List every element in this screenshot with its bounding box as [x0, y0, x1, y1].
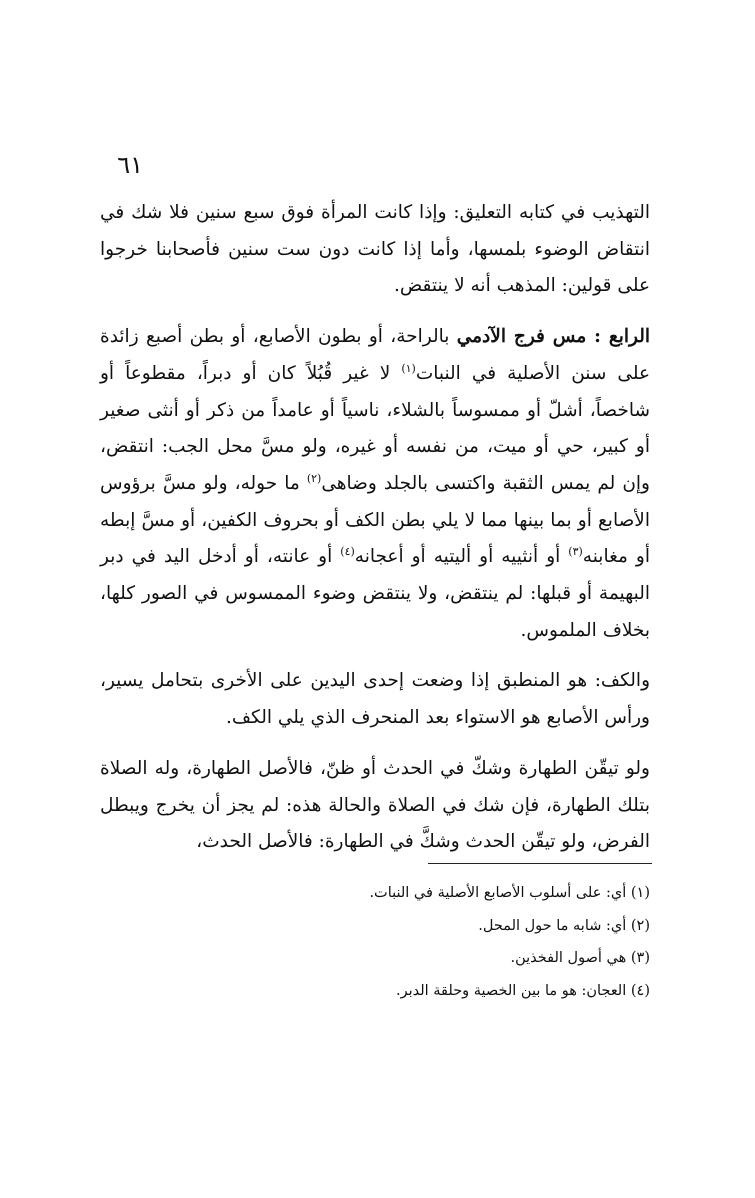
paragraph — [100, 663, 650, 736]
footnote-divider — [428, 863, 652, 864]
text-segment: أو أنثييه أو أليتيه أو أعجانه — [354, 546, 569, 568]
footnote-item: (٤) العجان: هو ما بين الخصية وحلقة الدبر. — [395, 982, 650, 999]
paragraph — [100, 195, 650, 305]
text-segment: بالراحة، أو بطون الأصابع، أو بطن أصبع زائدة على سنن الأصلية في النبات — [100, 326, 650, 384]
text-segment: لا غير قُبُلاً كان أو دبراً، مقطوعاً أو شاخصاً، أشلّ أو ممسوساً بالشلاء، ناسياً أو عامداً من ذكر أو أنثى صغير أو كبير، حي أو ميت، من نفسه أو غيره، ولو مسَّ محل الجب: انتقض، وإن لم يمس الثقبة واكتسى بالجلد وضاهى — [100, 362, 650, 494]
paragraph — [100, 751, 650, 861]
footnote-reference[interactable]: (٢) — [306, 471, 322, 485]
footnote-item: (١) أي: على أسلوب الأصابع الأصلية في النبات. — [369, 885, 650, 901]
page-number: ٦١ — [117, 151, 143, 179]
section-heading: الرابع : مس فرج الآدمي — [456, 326, 650, 348]
text-segment: والكف: هو المنطبق إذا وضعت إحدى اليدين على الأخرى بتحامل يسير، ورأس الأصابع هو الاستواء بعد المنحرف الذي يلي الكف. — [100, 670, 650, 729]
footnote-reference[interactable]: (٤) — [340, 545, 355, 559]
paragraph — [100, 319, 650, 649]
footnote-item: (٣) هي أصول الفخذين. — [510, 950, 650, 966]
footnote-item: (٢) أي: شابه ما حول المحل. — [478, 917, 650, 934]
footnote-reference[interactable]: (٣) — [568, 545, 583, 559]
text-segment: ما حوله، ولو مسَّ برؤوس الأصابع أو بما بينها مما لا يلي بطن الكف أو بحروف الكفين، أو مسَّ إبطه أو مغابنه — [100, 472, 650, 568]
text-segment: أو عانته، أو أدخل اليد في دبر البهيمة أو قبلها: لم ينتقض، ولا ينتقض وضوء الممسوس في الصور كلها، بخلاف الملموس. — [100, 546, 650, 641]
text-segment: التهذيب في كتابه التعليق: وإذا كانت المرأة فوق سبع سنين فلا شك في انتقاض الوضوء بلمسها، وأما إذا كانت دون ست سنين فأصحابنا خرجوا على قولين: المذهب أنه لا ينتقض. — [100, 202, 650, 297]
footnotes — [150, 877, 650, 1007]
footnote-reference[interactable]: (١) — [401, 361, 416, 375]
main-text — [100, 195, 650, 875]
text-segment: ولو تيقّن الطهارة وشكّ في الحدث أو ظنّ، فالأصل الطهارة، وله الصلاة بتلك الطهارة، فإن شك في الصلاة والحالة هذه: لم يجز أن يخرج ويبطل الفرض، ولو تيقّن الحدث وشكَّ في الطهارة: فالأصل الحدث، — [100, 757, 650, 853]
